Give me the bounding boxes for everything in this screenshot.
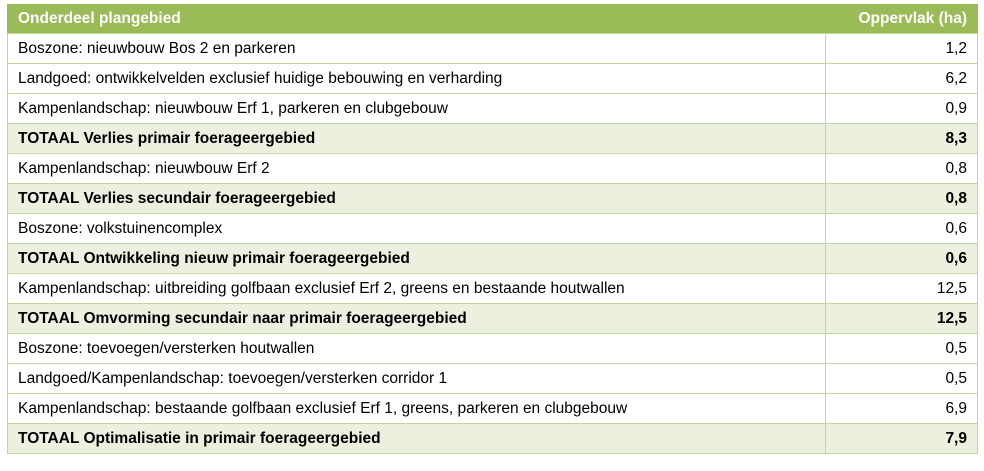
- row-value: 0,5: [826, 364, 978, 394]
- row-value: 0,6: [826, 214, 978, 244]
- total-value: 0,6: [826, 244, 978, 274]
- row-label: Landgoed/Kampenlandschap: toevoegen/versterken corridor 1: [8, 364, 826, 394]
- table-row: [8, 364, 978, 394]
- table-row: [8, 64, 978, 94]
- total-label: TOTAAL Ontwikkeling nieuw primair foerageergebied: [8, 244, 826, 274]
- row-value: 12,5: [826, 274, 978, 304]
- total-value: 12,5: [826, 304, 978, 334]
- area-table-container: [7, 4, 977, 454]
- row-value: 6,2: [826, 64, 978, 94]
- total-row: [8, 184, 978, 214]
- total-row: [8, 424, 978, 454]
- total-value: 7,9: [826, 424, 978, 454]
- header-onderdeel: Onderdeel plangebied: [8, 5, 826, 34]
- row-label: Kampenlandschap: uitbreiding golfbaan exclusief Erf 2, greens en bestaande houtwallen: [8, 274, 826, 304]
- total-row: [8, 304, 978, 334]
- table-body: [8, 34, 978, 454]
- row-value: 6,9: [826, 394, 978, 424]
- row-value: 0,9: [826, 94, 978, 124]
- header-oppervlak: Oppervlak (ha): [826, 5, 978, 34]
- table-header-row: [8, 5, 978, 34]
- total-label: TOTAAL Verlies secundair foerageergebied: [8, 184, 826, 214]
- row-label: Boszone: volkstuinencomplex: [8, 214, 826, 244]
- total-value: 8,3: [826, 124, 978, 154]
- total-value: 0,8: [826, 184, 978, 214]
- table-row: [8, 154, 978, 184]
- table-row: [8, 94, 978, 124]
- row-label: Kampenlandschap: bestaande golfbaan exclusief Erf 1, greens, parkeren en clubgebouw: [8, 394, 826, 424]
- table-row: [8, 34, 978, 64]
- row-label: Kampenlandschap: nieuwbouw Erf 1, parkeren en clubgebouw: [8, 94, 826, 124]
- row-value: 0,8: [826, 154, 978, 184]
- table-row: [8, 334, 978, 364]
- total-label: TOTAAL Optimalisatie in primair foerageergebied: [8, 424, 826, 454]
- row-label: Boszone: nieuwbouw Bos 2 en parkeren: [8, 34, 826, 64]
- area-table: [7, 4, 978, 454]
- total-row: [8, 244, 978, 274]
- total-row: [8, 124, 978, 154]
- row-label: Kampenlandschap: nieuwbouw Erf 2: [8, 154, 826, 184]
- total-label: TOTAAL Verlies primair foerageergebied: [8, 124, 826, 154]
- row-label: Landgoed: ontwikkelvelden exclusief huidige bebouwing en verharding: [8, 64, 826, 94]
- row-label: Boszone: toevoegen/versterken houtwallen: [8, 334, 826, 364]
- total-label: TOTAAL Omvorming secundair naar primair foerageergebied: [8, 304, 826, 334]
- table-row: [8, 214, 978, 244]
- table-row: [8, 394, 978, 424]
- row-value: 0,5: [826, 334, 978, 364]
- row-value: 1,2: [826, 34, 978, 64]
- table-row: [8, 274, 978, 304]
